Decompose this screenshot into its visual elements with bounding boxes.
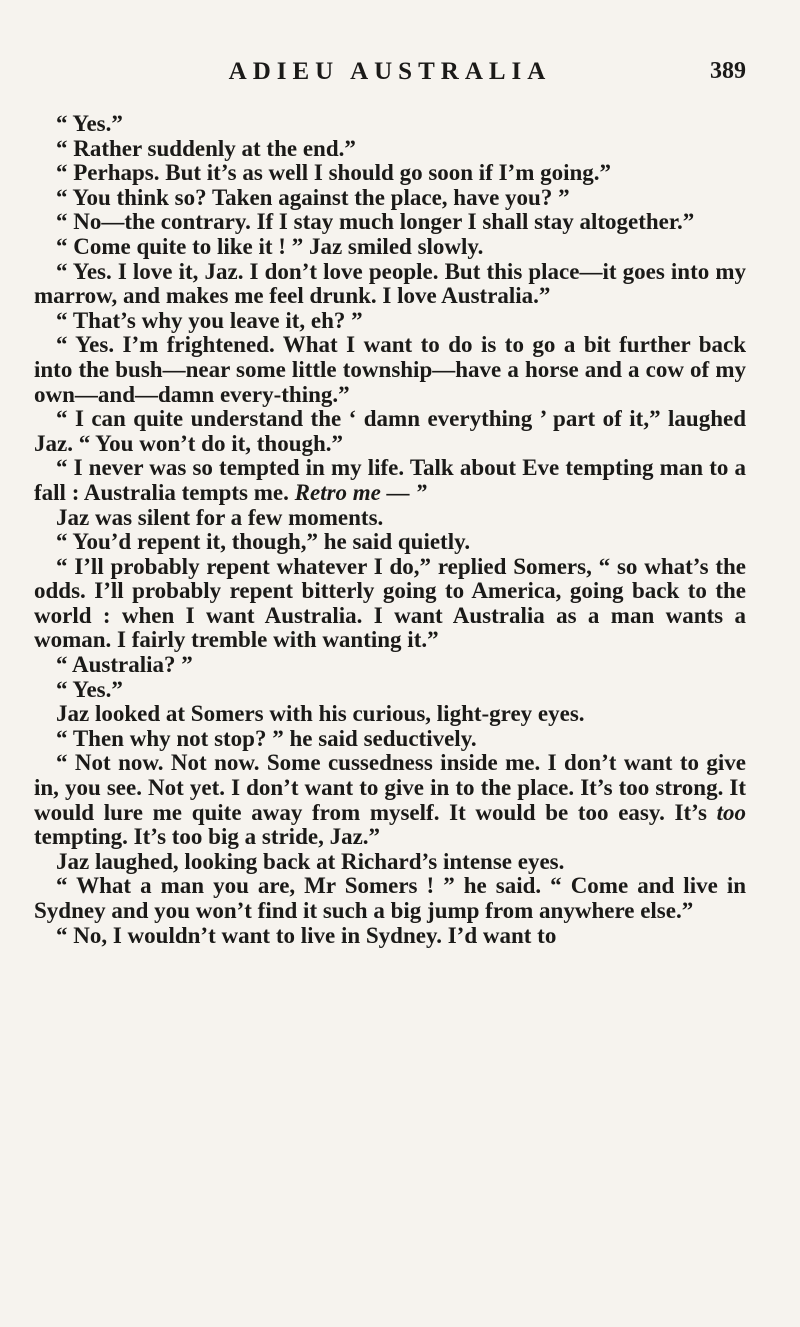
paragraph-11: “ I never was so tempted in my life. Talk about Eve tempting man to a fall : Australia tempts me. Retro me — ” — [34, 455, 746, 505]
running-header — [34, 58, 746, 92]
paragraph-2: “ Rather suddenly at the end.” — [56, 135, 356, 161]
paragraph-21: “ What a man you are, Mr Somers ! ” he said. “ Come and live in Sydney and you won’t find it such a big jump from anywhere else.” — [34, 873, 746, 923]
paragraph-14: “ I’ll probably repent whatever I do,” replied Somers, “ so what’s the odds. I’ll probably repent bitterly going to America, going back to the world : when I want Australia. I want Australia as a man wants a woman. I fairly tremble with wanting it.” — [34, 553, 746, 653]
paragraph-3: “ Perhaps. But it’s as well I should go soon if I’m going.” — [56, 160, 612, 186]
paragraph-13: “ You’d repent it, though,” he said quietly. — [56, 529, 471, 555]
running-title: ADIEU AUSTRALIA — [228, 58, 552, 85]
paragraph-1: “ Yes.” — [56, 111, 123, 136]
paragraph-8: “ That’s why you leave it, eh? ” — [56, 307, 363, 333]
paragraph-22: “ No, I wouldn’t want to live in Sydney. I’d want to — [56, 922, 557, 948]
paragraph-6: “ Come quite to like it ! ” Jaz smiled slowly. — [56, 233, 484, 259]
page-number: 389 — [710, 58, 746, 84]
italic-retro-me: Retro me — [294, 479, 381, 505]
page-body — [34, 112, 746, 948]
paragraph-5: “ No—the contrary. If I stay much longer I shall stay altogether.” — [56, 209, 695, 235]
paragraph-12: Jaz was silent for a few moments. — [56, 504, 384, 530]
paragraph-20: Jaz laughed, looking back at Richard’s intense eyes. — [56, 848, 565, 874]
paragraph-15: “ Australia? ” — [56, 652, 193, 678]
italic-too: too — [716, 799, 746, 825]
italic-dash-close: — ” — [380, 479, 427, 505]
paragraph-16: “ Yes.” — [56, 676, 123, 702]
paragraph-7: “ Yes. I love it, Jaz. I don’t love people. But this place—it goes into my marrow, and makes me feel drunk. I love Australia.” — [34, 258, 746, 309]
paragraph-9: “ Yes. I’m frightened. What I want to do is to go a bit further back into the bush—near some little township—have a horse and a cow of my own—and—damn every-thing.” — [34, 332, 746, 407]
paragraph-4: “ You think so? Taken against the place, have you? ” — [56, 184, 570, 210]
paragraph-17: Jaz looked at Somers with his curious, light-grey eyes. — [56, 701, 585, 727]
paragraph-10: “ I can quite understand the ‘ damn everything ’ part of it,” laughed Jaz. “ You won’t do it, though.” — [34, 406, 746, 456]
paragraph-18: “ Then why not stop? ” he said seductively. — [56, 725, 477, 751]
paragraph-19: “ Not now. Not now. Some cussedness inside me. I don’t want to give in, you see. Not yet. I don’t want to give in to the place. It’s too strong. It would lure me quite away from myself. It would be too easy. It’s too tempting. It’s too big a stride, Jaz.” — [34, 750, 746, 850]
